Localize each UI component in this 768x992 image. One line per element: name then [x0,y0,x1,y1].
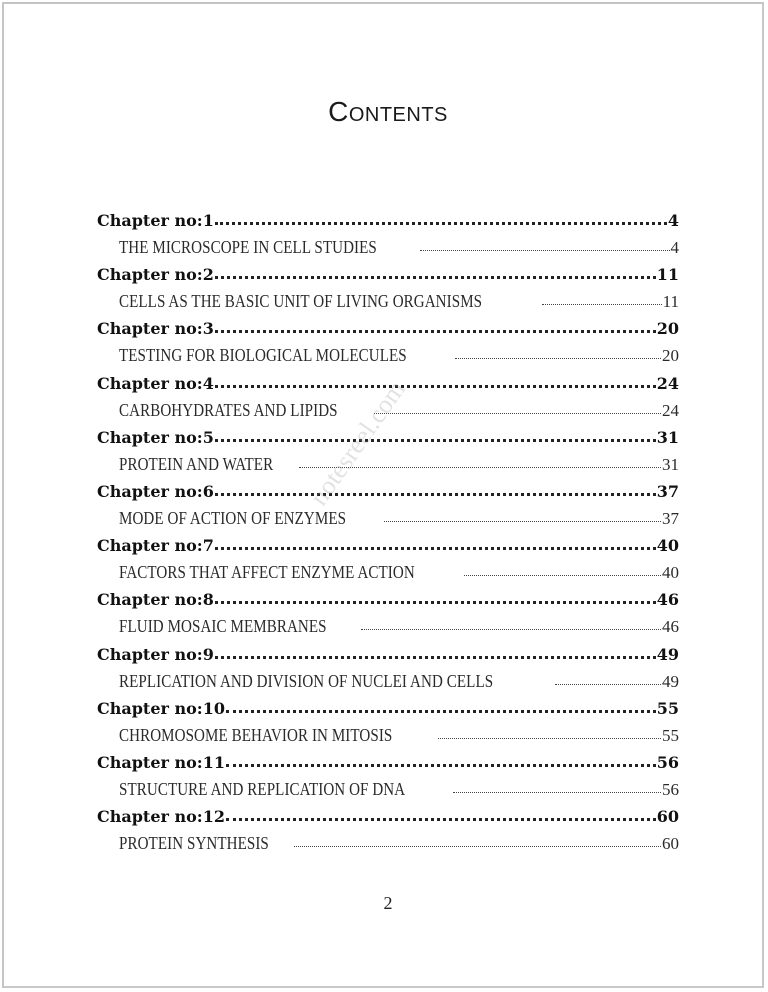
watermark: notesreel.com [304,375,411,511]
dot-leader [555,672,661,687]
topic-label: REPLICATION AND DIVISION OF NUCLEI AND CELLS [119,670,494,691]
toc-topic-entry[interactable] [97,722,679,749]
dot-leader [299,455,661,470]
topic-page-number: 46 [662,617,679,637]
chapter-page-number: 24 [656,373,679,393]
dot-leader [542,292,661,307]
chapter-label: Chapter no:12 [97,807,225,827]
chapter-label: Chapter no:6 [97,481,214,501]
toc-topic-entry[interactable] [97,776,679,803]
chapter-page-number: 11 [656,265,679,285]
toc-topic-entry[interactable] [97,234,679,261]
chapter-page-number: 56 [656,752,679,772]
dot-leader [226,698,656,714]
chapter-label: Chapter no:5 [97,427,214,447]
chapter-label: Chapter no:1 [97,211,214,230]
topic-page-number: 11 [662,292,679,312]
dot-leader [226,806,656,822]
dot-leader [215,589,656,605]
dot-leader [464,563,661,578]
chapter-page-number: 49 [656,644,679,664]
dot-leader [215,644,656,660]
chapter-label: Chapter no:7 [97,536,214,556]
toc-topic-entry[interactable] [97,830,679,857]
topic-label: CELLS AS THE BASIC UNIT OF LIVING ORGANISMS [119,291,483,312]
topic-page-number: 60 [662,834,679,854]
chapter-page-number: 60 [656,807,679,827]
topic-label: CHROMOSOME BEHAVIOR IN MITOSIS [119,724,393,745]
toc-chapter-entry[interactable] [97,478,679,505]
dot-leader [215,373,656,389]
chapter-label: Chapter no:9 [97,644,214,664]
topic-label: THE MICROSCOPE IN CELL STUDIES [119,237,377,258]
topic-page-number: 24 [662,400,679,420]
table-of-contents [97,207,679,857]
dot-leader [374,401,661,416]
toc-topic-entry[interactable] [97,288,679,315]
dot-leader [215,318,656,334]
dot-leader [215,427,656,443]
dot-leader [215,481,656,497]
toc-chapter-entry[interactable] [97,207,679,234]
dot-leader [215,210,667,226]
chapter-page-number: 4 [667,211,679,230]
topic-page-number: 55 [662,725,679,745]
toc-topic-entry[interactable] [97,505,679,532]
dot-leader [455,346,661,361]
toc-chapter-entry[interactable] [97,695,679,722]
chapter-label: Chapter no:8 [97,590,214,610]
topic-label: CARBOHYDRATES AND LIPIDS [119,399,338,420]
chapter-page-number: 55 [656,698,679,718]
chapter-page-number: 37 [656,481,679,501]
toc-chapter-entry[interactable] [97,641,679,668]
topic-label: TESTING FOR BIOLOGICAL MOLECULES [119,345,407,366]
topic-label: PROTEIN SYNTHESIS [119,833,269,854]
topic-label: FACTORS THAT AFFECT ENZYME ACTION [119,562,415,583]
topic-page-number: 31 [662,454,679,474]
toc-chapter-entry[interactable] [97,749,679,776]
dot-leader [215,264,656,280]
topic-label: PROTEIN AND WATER [119,453,274,474]
chapter-label: Chapter no:4 [97,373,214,393]
toc-chapter-entry[interactable] [97,803,679,830]
chapter-label: Chapter no:10 [97,698,225,718]
toc-chapter-entry[interactable] [97,424,679,451]
toc-topic-entry[interactable] [97,342,679,369]
topic-label: MODE OF ACTION OF ENZYMES [119,508,347,529]
chapter-label: Chapter no:2 [97,265,214,285]
chapter-page-number: 31 [656,427,679,447]
dot-leader [361,617,661,632]
topic-page-number: 49 [662,671,679,691]
toc-chapter-entry[interactable] [97,315,679,342]
dot-leader [453,780,661,795]
dot-leader [384,509,661,524]
dot-leader [438,726,661,741]
page-title: Contents [328,96,448,127]
document-page [2,2,764,988]
topic-page-number: 20 [662,346,679,366]
chapter-page-number: 40 [656,536,679,556]
topic-page-number: 56 [662,779,679,799]
toc-chapter-entry[interactable] [97,586,679,613]
toc-topic-entry[interactable] [97,668,679,695]
chapter-page-number: 46 [656,590,679,610]
toc-topic-entry[interactable] [97,397,679,424]
toc-topic-entry[interactable] [97,559,679,586]
page-number: 2 [383,893,393,913]
topic-label: STRUCTURE AND REPLICATION OF DNA [119,778,406,799]
toc-topic-entry[interactable] [97,451,679,478]
toc-chapter-entry[interactable] [97,261,679,288]
topic-label: FLUID MOSAIC MEMBRANES [119,616,327,637]
topic-page-number: 37 [662,509,679,529]
chapter-label: Chapter no:3 [97,319,214,339]
toc-topic-entry[interactable] [97,613,679,640]
dot-leader [215,535,656,551]
chapter-page-number: 20 [656,319,679,339]
toc-chapter-entry[interactable] [97,532,679,559]
dot-leader [294,834,661,849]
toc-chapter-entry[interactable] [97,370,679,397]
chapter-label: Chapter no:11 [97,752,225,772]
dot-leader [420,238,670,253]
topic-page-number: 4 [670,238,679,258]
topic-page-number: 40 [662,563,679,583]
dot-leader [226,752,656,768]
